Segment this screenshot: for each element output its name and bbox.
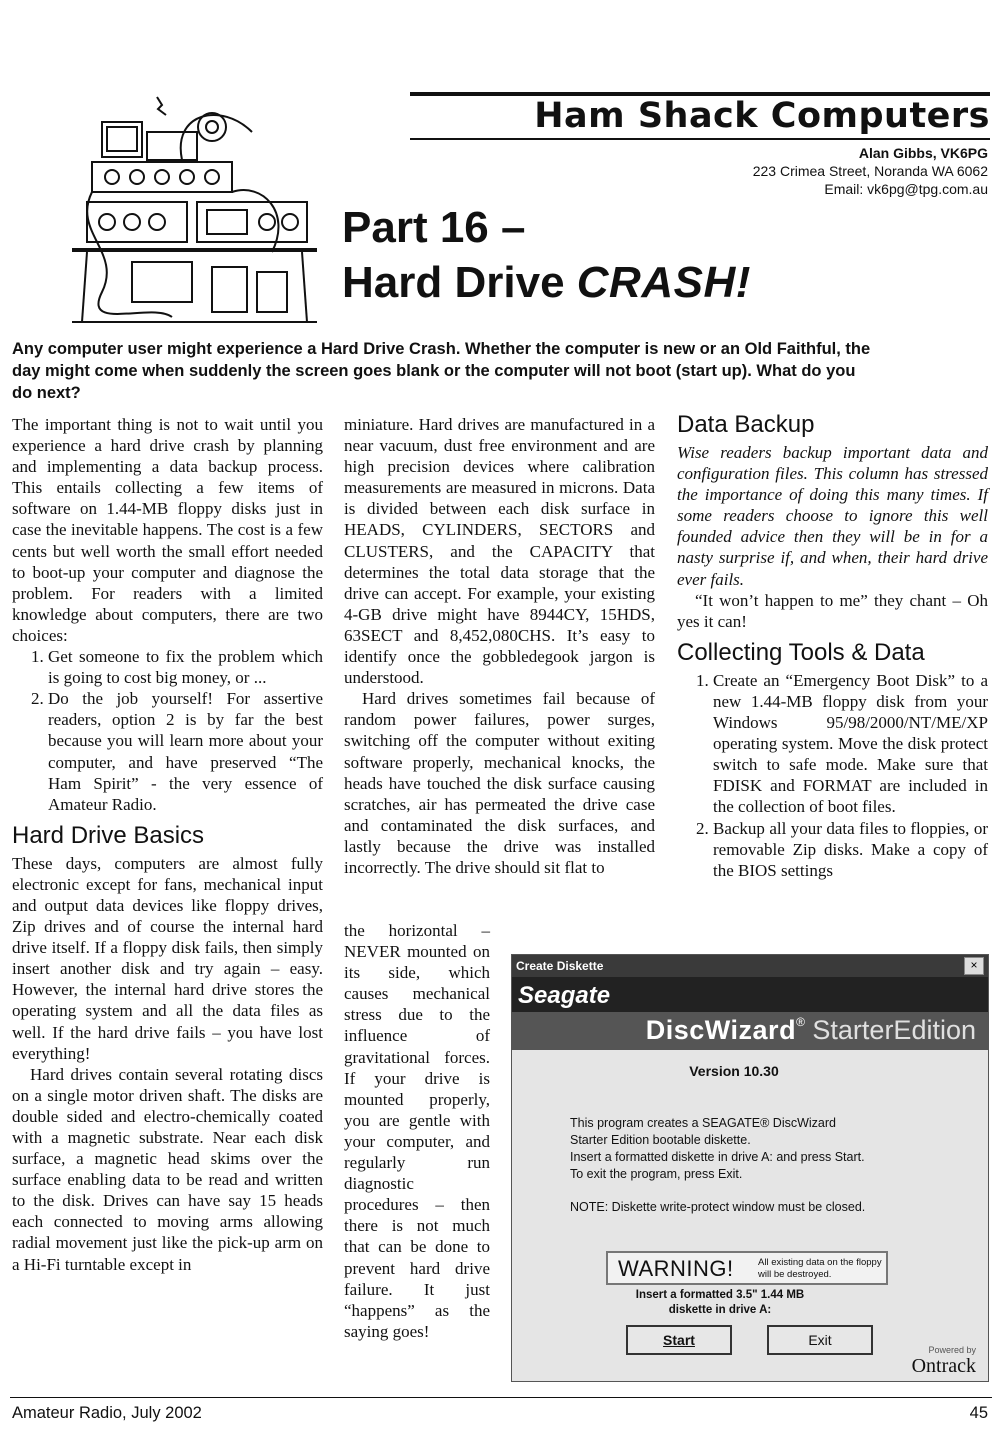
- step-item: 1. Create an “Emergency Boot Disk” to a new 1.44-MB floppy disk from your Windows 95/98/2000/NT/ME/XP operating system. Move the disk protect switch to safe mode. Make sure that FDISK and FORMAT are included in the collection of boot files.: [713, 670, 988, 818]
- exit-button[interactable]: Exit: [767, 1325, 873, 1355]
- start-button[interactable]: Start: [626, 1325, 732, 1355]
- product-name: DiscWizard: [645, 1015, 797, 1045]
- create-diskette-dialog: [511, 954, 989, 1382]
- basics-paragraph: Hard drives contain several rotating discs on a single motor driven shaft. The disks are double sided and electro-chemically coated with a magnetic substrate. Near each disk surface, a magnetic head skims over the surface enabling data to be read and written to the disk. Drives can have say 15 heads each connected to moving arms allowing radial movement just like the pick-up arm on a Hi-Fi turntable except in: [12, 1064, 323, 1274]
- column-title: Ham Shack Computers: [534, 96, 990, 136]
- choice-item: 2. Do the job yourself! For assertive readers, option 2 is by far the best because you will learn more about your computer, and have preserved “The Ham Spirit” - the very essence of Amateur Radio.: [48, 688, 323, 815]
- subhead-collecting-tools: Collecting Tools & Data: [677, 638, 925, 666]
- headline-emphasis: CRASH!: [576, 258, 751, 307]
- author-name: Alan Gibbs, VK6PG: [858, 145, 988, 161]
- version-label: Version 10.30: [689, 1063, 779, 1079]
- footer-publication: Amateur Radio, July 2002: [12, 1404, 202, 1422]
- basics-paragraph: These days, computers are almost fully electronic except for fans, mechanical input and output data devices like floppy drives, Zip drives and of course the internal hard drive itself. If a floppy disk fails, then simply insert another disk and try again – easy. However, the internal hard drive stores the operating system and all the data files as well. If the hard drive fails – you have lost everything!: [12, 853, 323, 1063]
- headline-prefix: Hard Drive: [342, 258, 577, 307]
- seagate-logo: Seagate: [518, 982, 611, 1009]
- step-item: 2. Backup all your data files to floppies, or removable Zip disks. Make a copy of the BIOS settings: [713, 818, 988, 881]
- ontrack-logo: Ontrack: [911, 1355, 976, 1377]
- footer-rule: [10, 1397, 992, 1398]
- ham-shack-illustration: [62, 92, 324, 324]
- desc-line: To exit the program, press Exit.: [570, 1167, 743, 1181]
- subhead-hard-drive-basics: Hard Drive Basics: [12, 821, 205, 849]
- author-email: Email: vk6pg@tpg.com.au: [824, 181, 988, 197]
- body-paragraph: miniature. Hard drives are manufactured in a near vacuum, dust free environment and are high precision devices where calibration measurements are measured in microns. Data is divided between each disk surface in HEADS, CYLINDERS, SECTORS and CLUSTERS, and the CAPACITY that determines the total data storage that the drive can accept. For example, your existing 4-GB drive might have 8944CY, 15HDS, 63SECT and 8,452,080CHS. It’s easy to identify once the gobbledegook jargon is understood.: [344, 415, 655, 688]
- title-underline: [410, 138, 990, 140]
- powered-by-label: Powered by: [928, 1345, 976, 1355]
- dialog-titlebar: Create Diskette: [512, 955, 988, 977]
- insert-line: diskette in drive A:: [668, 1304, 772, 1316]
- choices-list: [12, 646, 323, 815]
- warning-box: [606, 1251, 888, 1285]
- headline-part: Part 16 –: [342, 203, 526, 252]
- backup-quote: “It won’t happen to me” they chant – Oh yes it can!: [677, 590, 988, 631]
- author-address: 223 Crimea Street, Noranda WA 6062: [752, 163, 988, 179]
- body-paragraph: the horizontal – NEVER mounted on its side, which causes mechanical stress due to the influence of gravitational forces. If your drive is mounted properly, you are gentle with your computer, and regularly run diagnostic procedures – then there is not much that can be done to prevent hard drive failure. It just “happens” as the saying goes!: [344, 921, 490, 1341]
- headline-crash: [342, 258, 751, 308]
- subhead-data-backup: Data Backup: [677, 411, 815, 438]
- close-icon[interactable]: ×: [964, 957, 984, 975]
- dialog-note: NOTE: Diskette write-protect window must be closed.: [570, 1200, 866, 1214]
- registered-mark: ®: [796, 1015, 805, 1029]
- insert-line: Insert a formatted 3.5" 1.44 MB: [635, 1289, 805, 1301]
- dialog-description: [570, 1115, 930, 1183]
- column-2-narrow: [344, 920, 490, 1342]
- column-3: [677, 411, 988, 881]
- insert-instruction: [482, 1288, 958, 1318]
- warning-title: WARNING!: [618, 1256, 734, 1281]
- page-number: 45: [969, 1404, 988, 1422]
- steps-list: [677, 670, 988, 881]
- column-1: [12, 414, 323, 1275]
- choice-item: 1. Get someone to fix the problem which is going to cost big money, or ...: [48, 646, 323, 688]
- column-2: [344, 414, 655, 878]
- warning-text: All existing data on the floppy will be destroyed.: [758, 1257, 882, 1280]
- desc-line: Insert a formatted diskette in drive A: and press Start.: [570, 1150, 865, 1164]
- intro-paragraph: The important thing is not to wait until you experience a hard drive crash by planning and implementing a data backup process. This entails collecting a few items of software on 1.44-MB floppy disks just in case the inevitable happens. The cost is a few cents but well worth the small effort needed to boot-up your computer and diagnose the problem. For readers with a limited knowledge about computers, there are two choices:: [12, 415, 323, 645]
- product-edition: StarterEdition: [804, 1015, 976, 1045]
- article-deck: Any computer user might experience a Hard Drive Crash. Whether the computer is new or an Old Faithful, the day might come when suddenly the screen goes blank or the computer will not boot (start up). What do you do next?: [12, 340, 871, 402]
- desc-line: Starter Edition bootable diskette.: [570, 1133, 751, 1147]
- desc-line: This program creates a SEAGATE® DiscWizard: [570, 1116, 836, 1130]
- product-title: [646, 1015, 976, 1046]
- body-paragraph: Hard drives sometimes fail because of random power failures, power surges, switching off the computer without exiting software properly, mechanical knocks, the heads have touched the disk surface causing scratches, air has permeated the drive case and contaminated the disk surfaces, and lastly because the drive was installed incorrectly. The drive should sit flat to: [344, 689, 655, 877]
- backup-paragraph: Wise readers backup important data and configuration files. This column has stressed the importance of doing this many times. If some readers choose to ignore this well founded advice then they will be in for a nasty surprise if, and when, their hard drive ever fails.: [677, 443, 988, 589]
